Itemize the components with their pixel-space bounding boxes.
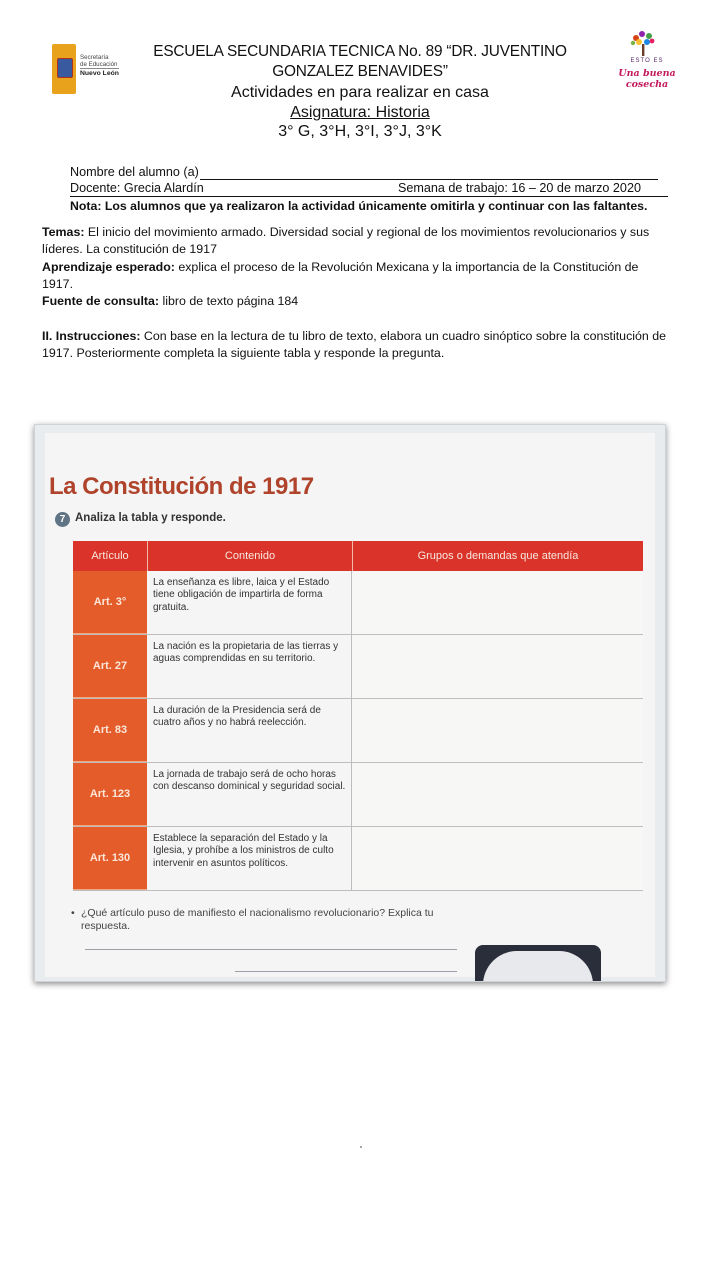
article-cell: Art. 27 [73, 635, 147, 698]
header-contenido: Contenido [147, 541, 352, 571]
tree-icon [628, 30, 658, 56]
content-cell: La jornada de trabajo será de ocho horas con descanso dominical y seguridad social. [147, 763, 352, 826]
document-header [140, 42, 580, 142]
answer-line[interactable] [235, 971, 457, 972]
answer-cell[interactable] [352, 571, 643, 634]
content-cell: La enseñanza es libre, laica y el Estado tiene obligación de impartirla de forma gratuita. [147, 571, 352, 634]
stray-dot [360, 1146, 362, 1148]
answer-cell[interactable] [352, 763, 643, 826]
content-cell: La duración de la Presidencia será de cuatro años y no habrá reelección. [147, 699, 352, 762]
header-grupos: Grupos o demandas que atendía [352, 541, 643, 571]
article-cell: Art. 3° [73, 571, 147, 634]
article-cell: Art. 83 [73, 699, 147, 762]
student-name-line [70, 164, 670, 180]
textbook-question: • ¿Qué artículo puso de manifiesto el nacionalismo revolucionario? Explica tu respuesta. [71, 907, 434, 932]
subject-title: Asignatura: Historia [290, 104, 430, 121]
instrucciones-paragraph: II. Instrucciones: Con base en la lectura de tu libro de texto, elabora un cuadro sinóptico sobre la constitución de 1917. Posteriormente completa la siguiente tabla y responde la pregunta. [42, 329, 667, 360]
aprendizaje-paragraph: Aprendizaje esperado: explica el proceso de la Revolución Mexicana y la importancia de la Constitución de 1917. [42, 260, 639, 291]
school-name: ESCUELA SECUNDARIA TECNICA No. 89 “DR. JUVENTINO GONZALEZ BENAVIDES” [153, 43, 567, 80]
table-header [73, 541, 643, 571]
table-row [73, 635, 643, 699]
article-cell: Art. 130 [73, 827, 147, 890]
fuente-paragraph: Fuente de consulta: libro de texto página 184 [42, 294, 299, 308]
divider-line [70, 196, 668, 197]
activity-number-badge: 7 [55, 512, 70, 527]
article-cell: Art. 123 [73, 763, 147, 826]
content-cell: La nación es la propietaria de las tierras y aguas comprendidas en su territorio. [147, 635, 352, 698]
answer-line[interactable] [85, 949, 457, 950]
nota-line: Nota: Los alumnos que ya realizaron la actividad únicamente omitirla y continuar con las faltantes. [70, 199, 648, 213]
textbook-page [45, 433, 655, 977]
state-shield-icon [52, 44, 76, 94]
nuevo-leon-logo [52, 44, 132, 96]
table-row [73, 571, 643, 635]
textbook-title: La Constitución de 1917 [49, 473, 314, 500]
buena-cosecha-logo: ESTO ES Una buena cosecha [598, 30, 696, 86]
bullet-icon: • [71, 907, 75, 919]
activity-title: Actividades en para realizar en casa [231, 84, 489, 101]
page-corner-ornament [475, 945, 601, 982]
secretaria-text: Secretaría de Educación Nuevo León [80, 54, 119, 77]
table-row [73, 827, 643, 891]
answer-cell[interactable] [352, 699, 643, 762]
student-name-label: Nombre del alumno (a) [70, 165, 199, 179]
content-cell: Establece la separación del Estado y la Iglesia, y prohíbe a los ministros de culto intervenir en asuntos políticos. [147, 827, 352, 890]
constitution-table [73, 541, 643, 891]
table-row [73, 699, 643, 763]
header-articulo: Artículo [91, 550, 129, 562]
table-row [73, 763, 643, 827]
student-name-blank[interactable] [200, 167, 658, 180]
answer-cell[interactable] [352, 635, 643, 698]
textbook-photo [34, 424, 666, 982]
groups-line: 3° G, 3°H, 3°I, 3°J, 3°K [278, 123, 442, 140]
textbook-instruction: Analiza la tabla y responde. [75, 512, 226, 524]
docente-line: Docente: Grecia Alardín [70, 181, 204, 195]
semana-line: Semana de trabajo: 16 – 20 de marzo 2020 [398, 181, 641, 195]
answer-cell[interactable] [352, 827, 643, 890]
temas-paragraph: Temas: El inicio del movimiento armado. Diversidad social y regional de los movimientos revolucionarios y sus líderes. La constitución de 1917 [42, 225, 650, 256]
